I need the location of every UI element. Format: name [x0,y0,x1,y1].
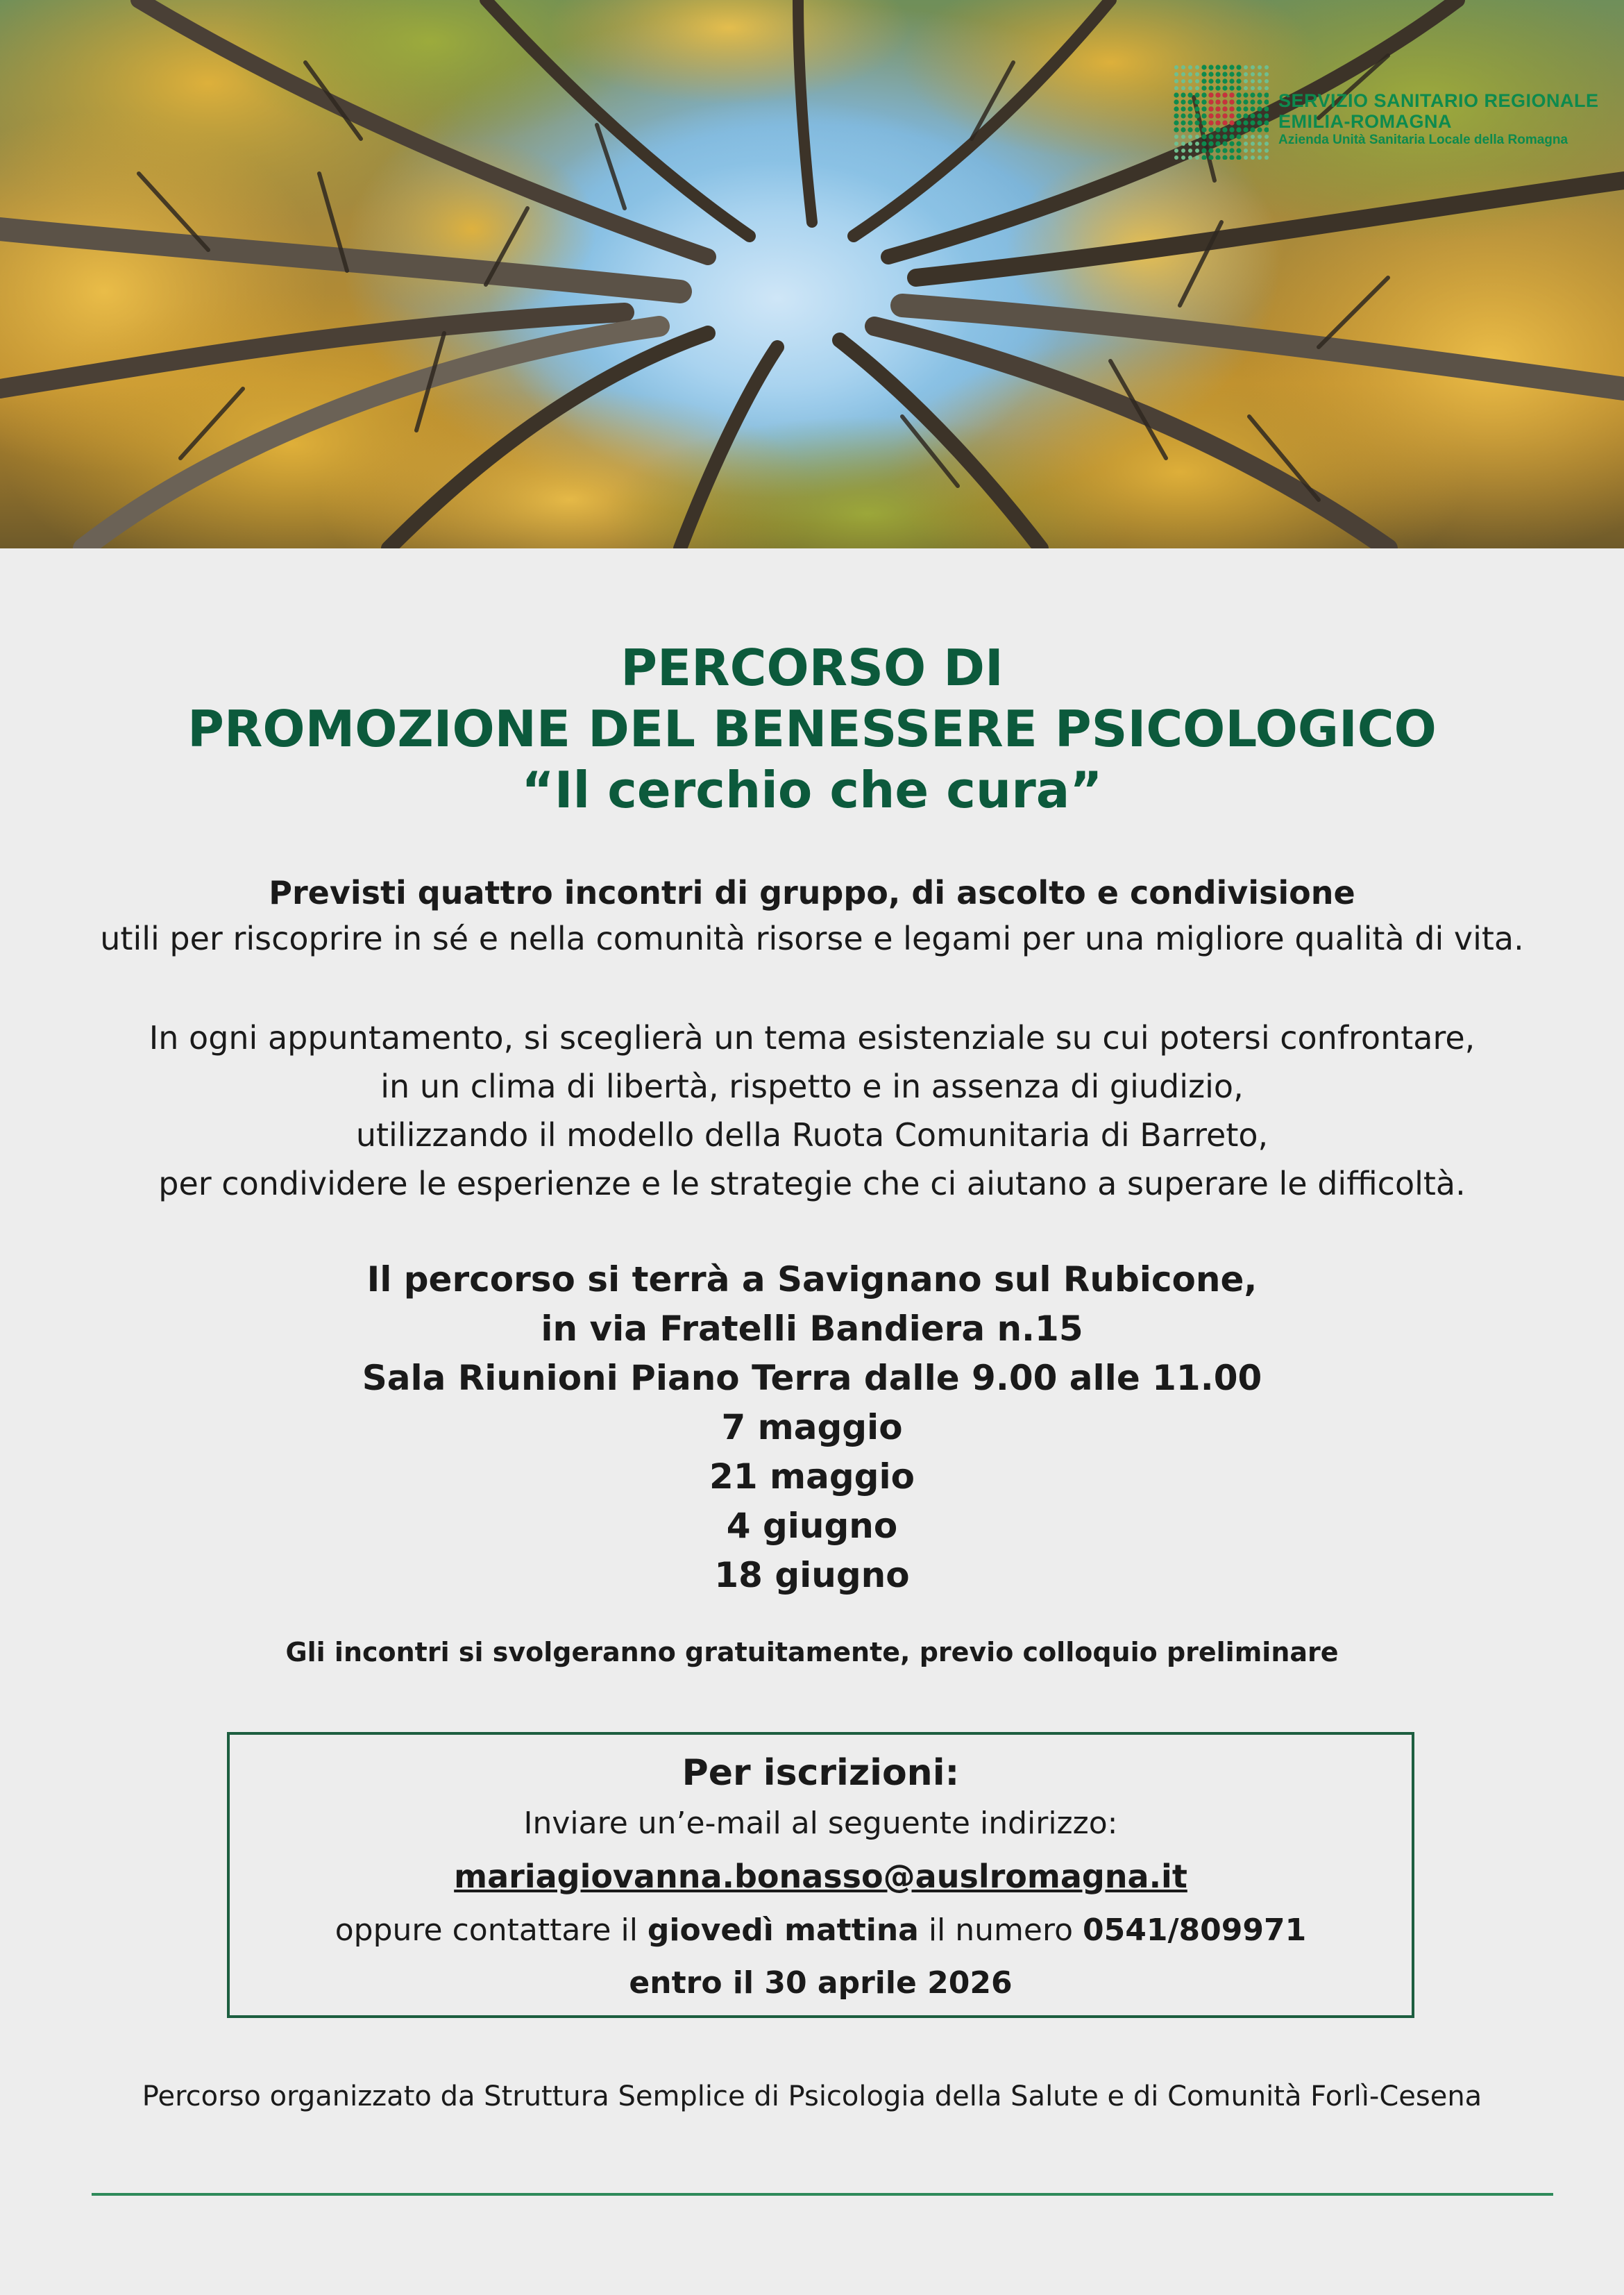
phone-day: giovedì mattina [647,1912,919,1948]
phone-number[interactable]: 0541/809971 [1083,1912,1307,1948]
description-line: utilizzando il modello della Ruota Comunitaria di Barreto, [355,1116,1269,1154]
description-line: In ogni appuntamento, si sceglierà un tema esistenziale su cui potersi confrontare, [149,1019,1475,1057]
registration-box [227,1732,1414,2018]
title-line-1: PERCORSO DI [620,639,1004,697]
logo-text [1278,90,1599,149]
logo-servizio-sanitario [1173,64,1603,161]
phone-prefix: oppure contattare il [335,1912,648,1948]
date-item: 7 maggio [721,1407,903,1447]
title-line-3: “Il cerchio che cura” [521,761,1103,819]
description-line: in un clima di libertà, rispetto e in assenza di giudizio, [380,1068,1244,1105]
venue-city: Il percorso si terrà a Savignano sul Rubicone, [366,1259,1258,1300]
date-item: 4 giugno [726,1506,898,1546]
registration-title: Per iscrizioni: [682,1752,960,1794]
description-line: per condividere le esperienze e le strategie che ci aiutano a superare le difficoltà. [158,1165,1466,1202]
logo-line-3: Azienda Unità Sanitaria Locale della Romagna [1278,133,1568,147]
intro-heading: Previsti quattro incontri di gruppo, di ascolto e condivisione [269,874,1355,911]
registration-instruction: Inviare un’e-mail al seguente indirizzo: [523,1806,1118,1841]
page-title [0,637,1624,821]
venue-block [0,1255,1624,1600]
venue-room-time: Sala Riunioni Piano Terra dalle 9.00 alle 11.00 [362,1358,1262,1398]
logo-line-1: SERVIZIO SANITARIO REGIONALE [1278,90,1599,111]
phone-mid: il numero [918,1912,1083,1948]
venue-address: in via Fratelli Bandiera n.15 [541,1309,1083,1349]
header-photo [0,0,1624,548]
dotted-grid-logo-icon [1173,64,1269,160]
registration-deadline: entro il 30 aprile 2026 [629,1965,1013,2001]
registration-email-link[interactable]: mariagiovanna.bonasso@auslromagna.it [454,1858,1187,1895]
intro-text: utili per riscoprire in sé e nella comunità risorse e legami per una migliore qualità di vita. [100,920,1524,957]
organizer-note: Percorso organizzato da Struttura Semplice di Psicologia della Salute e di Comunità Forlì-Cesena [142,2080,1482,2112]
title-line-2: PROMOZIONE DEL BENESSERE PSICOLOGICO [187,700,1437,758]
footer-divider [92,2193,1553,2196]
registration-email-row [230,1850,1412,1904]
registration-phone-row [230,1904,1412,1957]
logo-line-2: EMILIA-ROMAGNA [1278,111,1452,132]
date-item: 21 maggio [709,1456,915,1497]
date-item: 18 giugno [714,1555,910,1595]
description-paragraph [0,1014,1624,1208]
free-note: Gli incontri si svolgeranno gratuitamente, previo colloquio preliminare [285,1637,1339,1667]
